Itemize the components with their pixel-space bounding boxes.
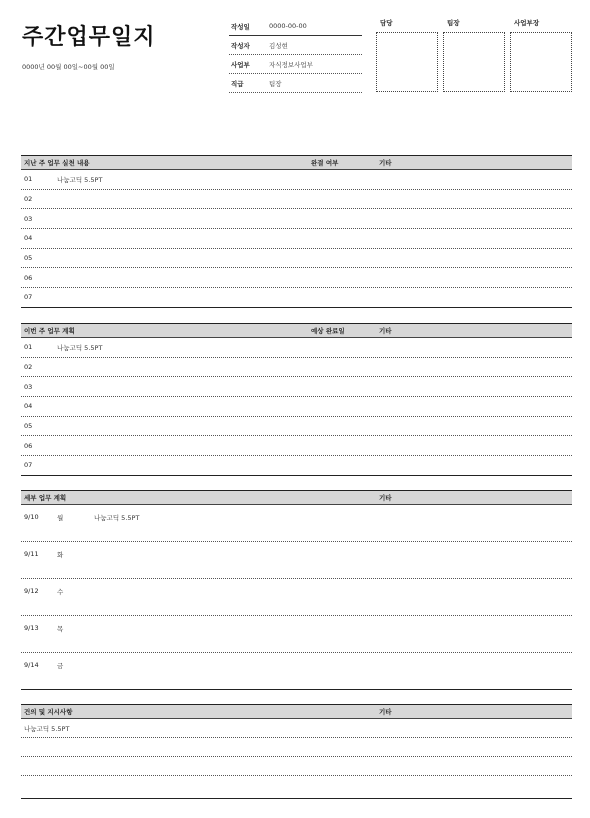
section-header xyxy=(21,155,572,170)
row-number: 05 xyxy=(24,254,33,263)
table-row[interactable] xyxy=(21,776,572,799)
row-weekday: 화 xyxy=(57,551,64,559)
table-row[interactable] xyxy=(21,436,572,456)
table-row[interactable] xyxy=(21,456,572,476)
approval-label: 담당 xyxy=(380,19,393,27)
row-text: 나눔고딕 5.5PT xyxy=(57,175,103,184)
table-row[interactable] xyxy=(21,719,572,738)
info-value[interactable]: 김성현 xyxy=(269,41,288,50)
table-row[interactable] xyxy=(21,417,572,437)
suggestions-section xyxy=(21,704,572,799)
row-date: 9/13 xyxy=(24,624,39,632)
table-row[interactable] xyxy=(21,170,572,190)
row-number: 02 xyxy=(24,195,33,204)
info-row-date xyxy=(229,17,362,36)
info-label: 작성일 xyxy=(231,22,250,31)
row-number: 07 xyxy=(24,461,33,470)
row-weekday: 금 xyxy=(57,662,64,670)
row-date: 9/14 xyxy=(24,661,39,669)
info-row-position xyxy=(229,74,362,93)
row-number: 02 xyxy=(24,363,33,372)
row-number: 03 xyxy=(24,214,33,223)
info-table xyxy=(229,17,362,93)
header-task: 세부 업무 계획 xyxy=(24,494,67,502)
header-status: 예상 완료일 xyxy=(311,327,345,335)
info-label: 직급 xyxy=(231,79,244,88)
info-value[interactable]: 0000-00-00 xyxy=(269,22,307,30)
signature-box[interactable] xyxy=(376,32,438,92)
info-label: 작성자 xyxy=(231,41,250,50)
header-note: 기타 xyxy=(379,159,392,167)
last-week-section xyxy=(21,155,572,308)
section-header xyxy=(21,323,572,338)
approval-team-lead xyxy=(443,18,505,92)
detail-plan-section xyxy=(21,490,572,690)
section-header xyxy=(21,490,572,505)
header-task: 지난 주 업무 실천 내용 xyxy=(24,159,90,167)
row-number: 05 xyxy=(24,422,33,431)
approval-staff xyxy=(376,18,438,92)
approval-boxes xyxy=(376,18,572,98)
table-row[interactable] xyxy=(21,209,572,229)
row-text: 나눔고딕 5.5PT xyxy=(94,514,140,522)
info-value[interactable]: 팀장 xyxy=(269,79,282,88)
info-label: 사업부 xyxy=(231,60,250,69)
table-row[interactable] xyxy=(21,377,572,397)
row-date: 9/11 xyxy=(24,550,39,558)
approval-division-head xyxy=(510,18,572,92)
table-row[interactable] xyxy=(21,338,572,358)
info-row-division xyxy=(229,55,362,74)
table-row[interactable] xyxy=(21,738,572,757)
this-week-section xyxy=(21,323,572,476)
day-row[interactable] xyxy=(21,579,572,616)
header-status: 완결 여부 xyxy=(311,159,339,167)
table-row[interactable] xyxy=(21,229,572,249)
table-row[interactable] xyxy=(21,358,572,378)
info-row-author xyxy=(229,36,362,55)
section-header xyxy=(21,704,572,719)
row-weekday: 목 xyxy=(57,625,64,633)
row-weekday: 월 xyxy=(57,514,64,522)
approval-label: 사업부장 xyxy=(514,19,540,27)
day-row[interactable] xyxy=(21,505,572,542)
table-row[interactable] xyxy=(21,249,572,269)
row-number: 01 xyxy=(24,175,33,184)
info-value[interactable]: 자식정보사업부 xyxy=(269,60,313,69)
header-task: 이번 주 업무 계획 xyxy=(24,327,75,335)
row-text: 나눔고딕 5.5PT xyxy=(24,725,70,733)
day-row[interactable] xyxy=(21,653,572,690)
row-date: 9/10 xyxy=(24,513,39,521)
table-row[interactable] xyxy=(21,397,572,417)
header-task: 건의 및 지시사항 xyxy=(24,708,73,716)
header-note: 기타 xyxy=(379,494,392,502)
header-note: 기타 xyxy=(379,327,392,335)
row-number: 04 xyxy=(24,234,33,243)
row-number: 03 xyxy=(24,382,33,391)
row-number: 01 xyxy=(24,343,33,352)
signature-box[interactable] xyxy=(510,32,572,92)
row-weekday: 수 xyxy=(57,588,64,596)
approval-label: 팀장 xyxy=(447,19,460,27)
table-row[interactable] xyxy=(21,190,572,210)
row-number: 06 xyxy=(24,273,33,282)
row-number: 06 xyxy=(24,441,33,450)
report-period: 0000년 00월 00일~00월 00일 xyxy=(22,63,115,71)
page-title: 주간업무일지 xyxy=(22,25,156,50)
row-date: 9/12 xyxy=(24,587,39,595)
signature-box[interactable] xyxy=(443,32,505,92)
table-row[interactable] xyxy=(21,288,572,308)
day-row[interactable] xyxy=(21,542,572,579)
day-row[interactable] xyxy=(21,616,572,653)
row-text: 나눔고딕 5.5PT xyxy=(57,343,103,352)
header-note: 기타 xyxy=(379,708,392,716)
table-row[interactable] xyxy=(21,757,572,776)
row-number: 07 xyxy=(24,293,33,302)
row-number: 04 xyxy=(24,402,33,411)
table-row[interactable] xyxy=(21,268,572,288)
